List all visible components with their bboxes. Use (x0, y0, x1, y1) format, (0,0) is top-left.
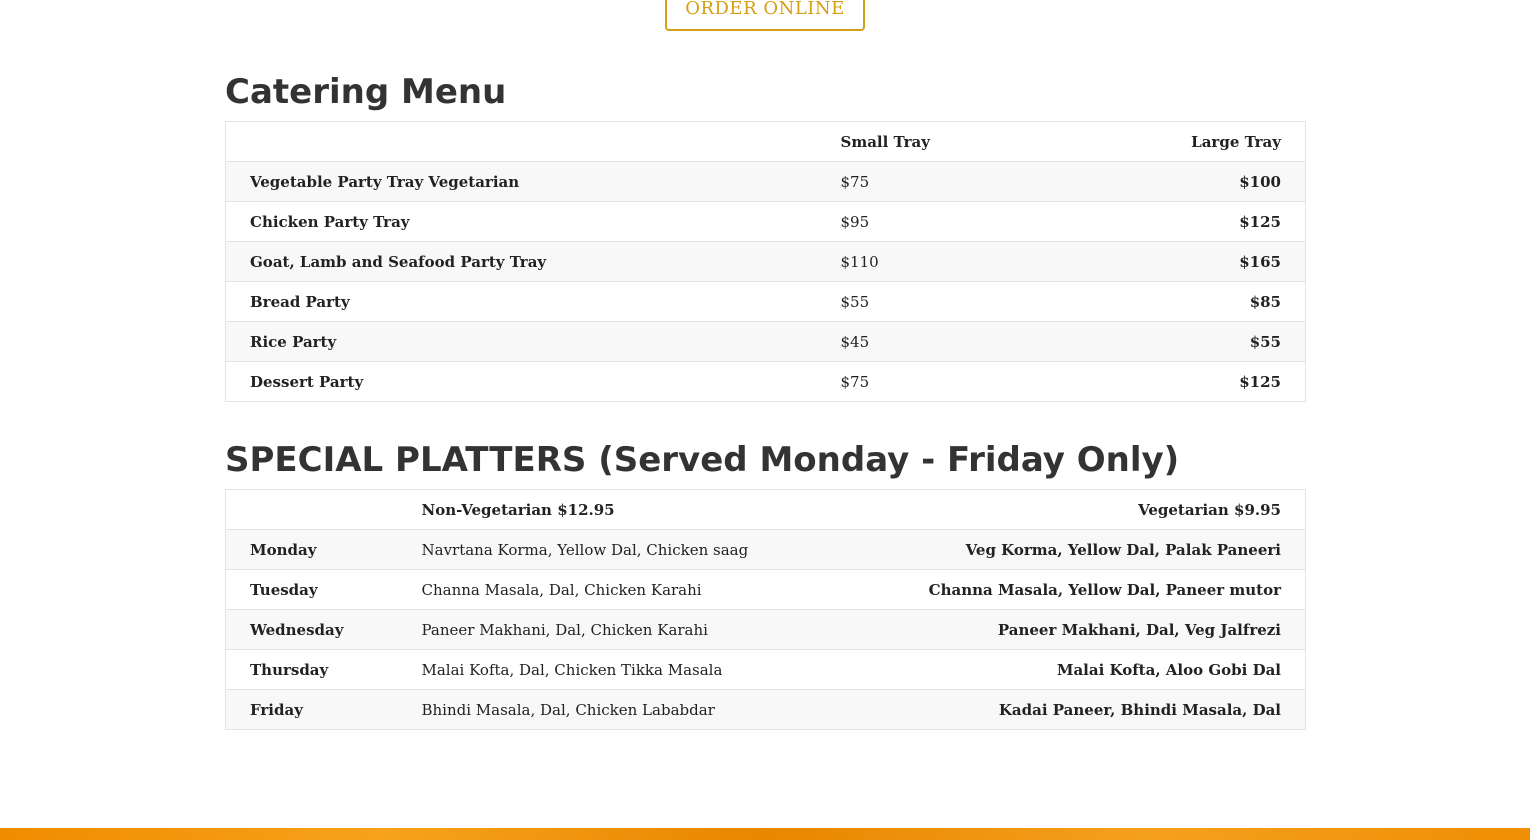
catering-large-price: $100 (1062, 162, 1306, 202)
platter-non-vegetarian: Navrtana Korma, Yellow Dal, Chicken saag (398, 530, 838, 570)
table-row (226, 162, 1306, 202)
catering-item-name: Chicken Party Tray (226, 202, 817, 242)
catering-large-price: $125 (1062, 202, 1306, 242)
catering-header-large-tray: Large Tray (1062, 122, 1306, 162)
catering-item-name: Vegetable Party Tray Vegetarian (226, 162, 817, 202)
order-online-button[interactable]: ORDER ONLINE (665, 0, 865, 31)
catering-item-name: Bread Party (226, 282, 817, 322)
platter-day: Thursday (226, 650, 398, 690)
catering-large-price: $85 (1062, 282, 1306, 322)
catering-small-price: $95 (817, 202, 1062, 242)
catering-small-price: $75 (817, 362, 1062, 402)
catering-item-name: Dessert Party (226, 362, 817, 402)
special-platters-title: SPECIAL PLATTERS (Served Monday - Friday Only) (225, 440, 1180, 480)
platter-non-vegetarian: Bhindi Masala, Dal, Chicken Lababdar (398, 690, 838, 730)
platter-day: Monday (226, 530, 398, 570)
special-platters-table (225, 489, 1306, 730)
table-row (226, 570, 1306, 610)
catering-large-price: $165 (1062, 242, 1306, 282)
platter-vegetarian: Paneer Makhani, Dal, Veg Jalfrezi (838, 610, 1306, 650)
catering-small-price: $45 (817, 322, 1062, 362)
catering-header-small-tray: Small Tray (817, 122, 1062, 162)
table-row (226, 322, 1306, 362)
table-row (226, 690, 1306, 730)
catering-item-name: Goat, Lamb and Seafood Party Tray (226, 242, 817, 282)
catering-item-name: Rice Party (226, 322, 817, 362)
catering-header-item (226, 122, 817, 162)
platters-header-vegetarian: Vegetarian $9.95 (838, 490, 1306, 530)
platters-header-non-vegetarian: Non-Vegetarian $12.95 (398, 490, 838, 530)
platter-non-vegetarian: Paneer Makhani, Dal, Chicken Karahi (398, 610, 838, 650)
platter-day: Friday (226, 690, 398, 730)
platter-non-vegetarian: Channa Masala, Dal, Chicken Karahi (398, 570, 838, 610)
platter-vegetarian: Kadai Paneer, Bhindi Masala, Dal (838, 690, 1306, 730)
platter-day: Tuesday (226, 570, 398, 610)
platter-vegetarian: Veg Korma, Yellow Dal, Palak Paneeri (838, 530, 1306, 570)
platter-vegetarian: Channa Masala, Yellow Dal, Paneer mutor (838, 570, 1306, 610)
catering-header-row (226, 122, 1306, 162)
catering-menu-title: Catering Menu (225, 72, 507, 112)
table-row (226, 530, 1306, 570)
table-row (226, 362, 1306, 402)
table-row (226, 202, 1306, 242)
table-row (226, 282, 1306, 322)
catering-menu-table (225, 121, 1306, 402)
table-row (226, 610, 1306, 650)
catering-small-price: $75 (817, 162, 1062, 202)
platter-day: Wednesday (226, 610, 398, 650)
platter-vegetarian: Malai Kofta, Aloo Gobi Dal (838, 650, 1306, 690)
platters-header-day (226, 490, 398, 530)
catering-large-price: $55 (1062, 322, 1306, 362)
catering-small-price: $110 (817, 242, 1062, 282)
catering-large-price: $125 (1062, 362, 1306, 402)
footer-band (0, 828, 1530, 840)
platter-non-vegetarian: Malai Kofta, Dal, Chicken Tikka Masala (398, 650, 838, 690)
catering-small-price: $55 (817, 282, 1062, 322)
platters-header-row (226, 490, 1306, 530)
table-row (226, 650, 1306, 690)
table-row (226, 242, 1306, 282)
